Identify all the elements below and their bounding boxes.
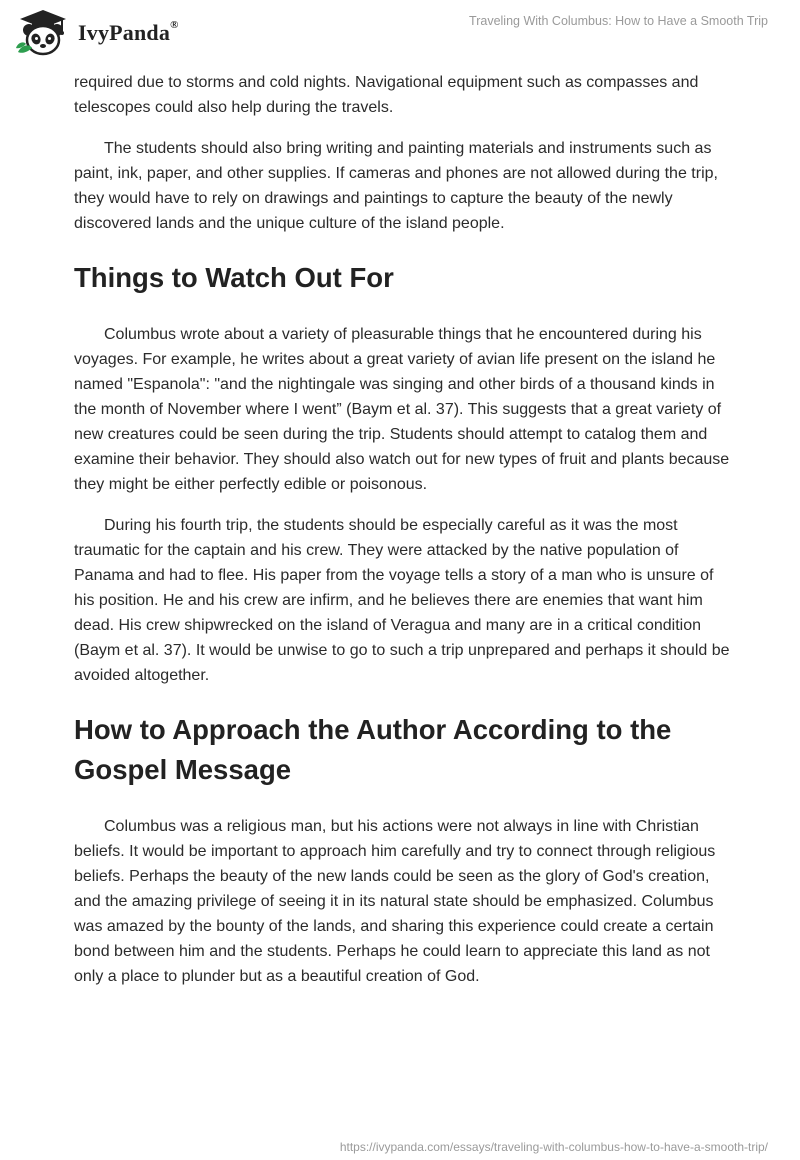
section-heading: Things to Watch Out For [74, 262, 394, 293]
paragraph: Columbus was a religious man, but his actions were not always in line with Christian beliefs. It would be important to approach him carefully and try to connect through religious beliefs. Perhaps the beauty of the new lands could be seen as the glory of God's creation, and the amazing privilege of seeing it in its natural state should be emphasized. Columbus was amazed by the bounty of the lands, and sharing this experience could create a certain bond between him and the students. Perhaps he could learn to appreciate this land as not only a place to plunder but as a beautiful creation of God. [74, 818, 716, 985]
paragraph: The students should also bring writing and painting materials and instruments such as paint, ink, paper, and other supplies. If cameras and phones are not allowed during the trip, they would have to rely on drawings and paintings to capture the beauty of the newly discovered lands and the unique culture of the island people. [74, 140, 718, 232]
panda-graduate-icon [14, 8, 72, 58]
page-header [0, 0, 800, 66]
paragraph: Columbus wrote about a variety of pleasurable things that he encountered during his voyages. For example, he writes about a great variety of avian life present on the island he named "Espanola": "and the nightingale was singing and other birds of a thousand kinds in the month of November where I went” (Baym et al. 37). This suggests that a great variety of new creatures could be seen during the trip. Students should attempt to catalog them and examine their behavior. They should also watch out for new types of fruit and plants because they might be either perfectly edible or poisonous. [74, 326, 730, 493]
paragraph: During his fourth trip, the students should be especially careful as it was the most traumatic for the captain and his crew. They were attacked by the native population of Panama and had to flee. His paper from the voyage tells a story of a man who is unsure of his position. He and his crew are infirm, and he believes there are enemies that want him dead. His crew shipwrecked on the island of Veragua and many are in a critical condition (Baym et al. 37). It would be unwise to go to such a trip unprepared and perhaps it should be avoided altogether. [74, 517, 730, 684]
essay-content [74, 70, 734, 1005]
section-heading: How to Approach the Author According to the Gospel Message [74, 714, 672, 785]
source-url[interactable]: https://ivypanda.com/essays/traveling-with-columbus-how-to-have-a-smooth-trip/ [339, 1140, 768, 1154]
paragraph: required due to storms and cold nights. Navigational equipment such as compasses and telescopes could also help during the travels. [74, 74, 699, 116]
brand-name: IvyPanda® [78, 18, 179, 45]
document-title: Traveling With Columbus: How to Have a Smooth Trip [469, 14, 768, 28]
logo[interactable] [14, 8, 179, 58]
